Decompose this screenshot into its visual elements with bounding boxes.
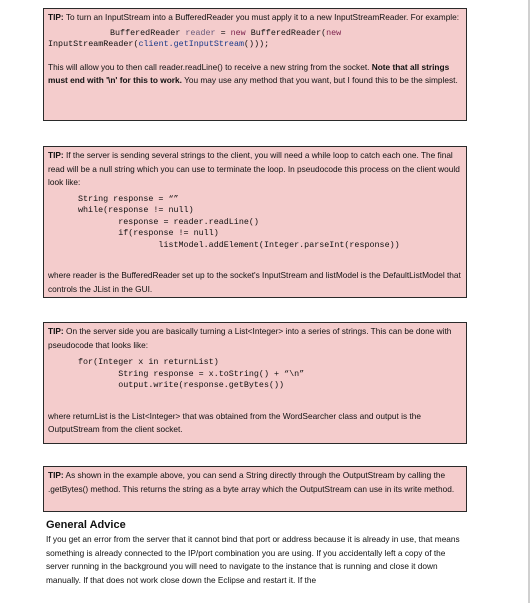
code-text: = bbox=[215, 27, 231, 38]
code-block bbox=[48, 357, 462, 392]
tip-outro-bold: Note that all strings must end with '\n' for this to work. bbox=[48, 61, 450, 86]
tip-intro bbox=[48, 325, 462, 352]
code-line: String response = x.toString() + “\n” bbox=[78, 368, 305, 379]
tip-intro-text: On the server side you are basically turning a List<Integer> into a series of strings. This can be done with pseudocode that looks like: bbox=[48, 326, 452, 350]
tip-outro: where returnList is the List<Integer> that was obtained from the WordSearcher class and output is the OutputStream from the client socket. bbox=[48, 410, 421, 435]
tip-label: TIP: bbox=[48, 12, 64, 22]
tip-label: TIP: bbox=[48, 326, 64, 336]
tip-outro-text: This will allow you to then call reader.readLine() to receive a new string from the socket. bbox=[48, 61, 372, 72]
code-line: listModel.addElement(Integer.parseInt(response)) bbox=[78, 239, 400, 250]
code-keyword: new bbox=[326, 27, 342, 38]
tip-intro-text: As shown in the example above, you can send a String directly through the OutputStream by calling the .getBytes() method. This returns the string as a byte array which the OutputStream can use in its write method. bbox=[48, 470, 455, 494]
code-text: InputStreamReader( bbox=[48, 39, 139, 50]
code-line: String response = “” bbox=[78, 193, 179, 204]
tip-intro-text: To turn an InputStream into a BufferedReader you must apply it to a new InputStreamReader. For example: bbox=[65, 12, 460, 22]
code-line: for(Integer x in returnList) bbox=[78, 357, 219, 368]
general-advice-paragraph bbox=[46, 533, 468, 587]
code-variable: reader bbox=[185, 27, 216, 38]
tip-label: TIP: bbox=[48, 470, 64, 480]
code-block bbox=[48, 28, 462, 51]
advice-text: If you get an error from the server that it cannot bind that port or address because it is already in use, that means something is already connected to the IP/port combination you are using. If you accidentally left a copy of the server running in the background you will need to navigate to the instance that is running and close it down manually. If that does not work close down the Eclipse and restart it. If the bbox=[46, 534, 460, 585]
tip-intro-text: If the server is sending several strings to the client, you will need a while loop to catch each one. The final read will be a null string which you can use to terminate the loop. In pseudocode this process on the client would look like: bbox=[48, 150, 460, 188]
tip-label: TIP: bbox=[48, 150, 64, 160]
code-block bbox=[48, 194, 462, 252]
code-text: BufferedReader bbox=[110, 27, 186, 38]
tip-outro-end: You may use any method that you want, but I found this to be the simplest. bbox=[181, 75, 458, 86]
section-heading: General Advice bbox=[46, 519, 126, 531]
code-text: BufferedReader( bbox=[245, 27, 327, 38]
tip-box-while-loop bbox=[43, 146, 467, 298]
tip-box-getbytes bbox=[43, 466, 467, 512]
code-method: client.getInputStream bbox=[138, 39, 245, 50]
code-line: output.write(response.getBytes()) bbox=[78, 380, 285, 391]
code-line: if(response != null) bbox=[78, 228, 219, 239]
code-text: ())); bbox=[244, 39, 270, 50]
code-keyword: new bbox=[230, 27, 246, 38]
tip-box-inputstream bbox=[43, 8, 467, 121]
tip-intro bbox=[48, 149, 462, 190]
code-line: while(response != null) bbox=[78, 205, 194, 216]
tip-intro bbox=[48, 11, 462, 25]
tip-intro bbox=[48, 469, 462, 496]
code-line: response = reader.readLine() bbox=[78, 216, 259, 227]
tip-box-server-side bbox=[43, 322, 467, 444]
tip-outro: where reader is the BufferedReader set up to the socket's InputStream and listModel is the DefaultListModel that controls the JList in the GUI. bbox=[48, 270, 461, 294]
tip-outro bbox=[48, 61, 462, 88]
